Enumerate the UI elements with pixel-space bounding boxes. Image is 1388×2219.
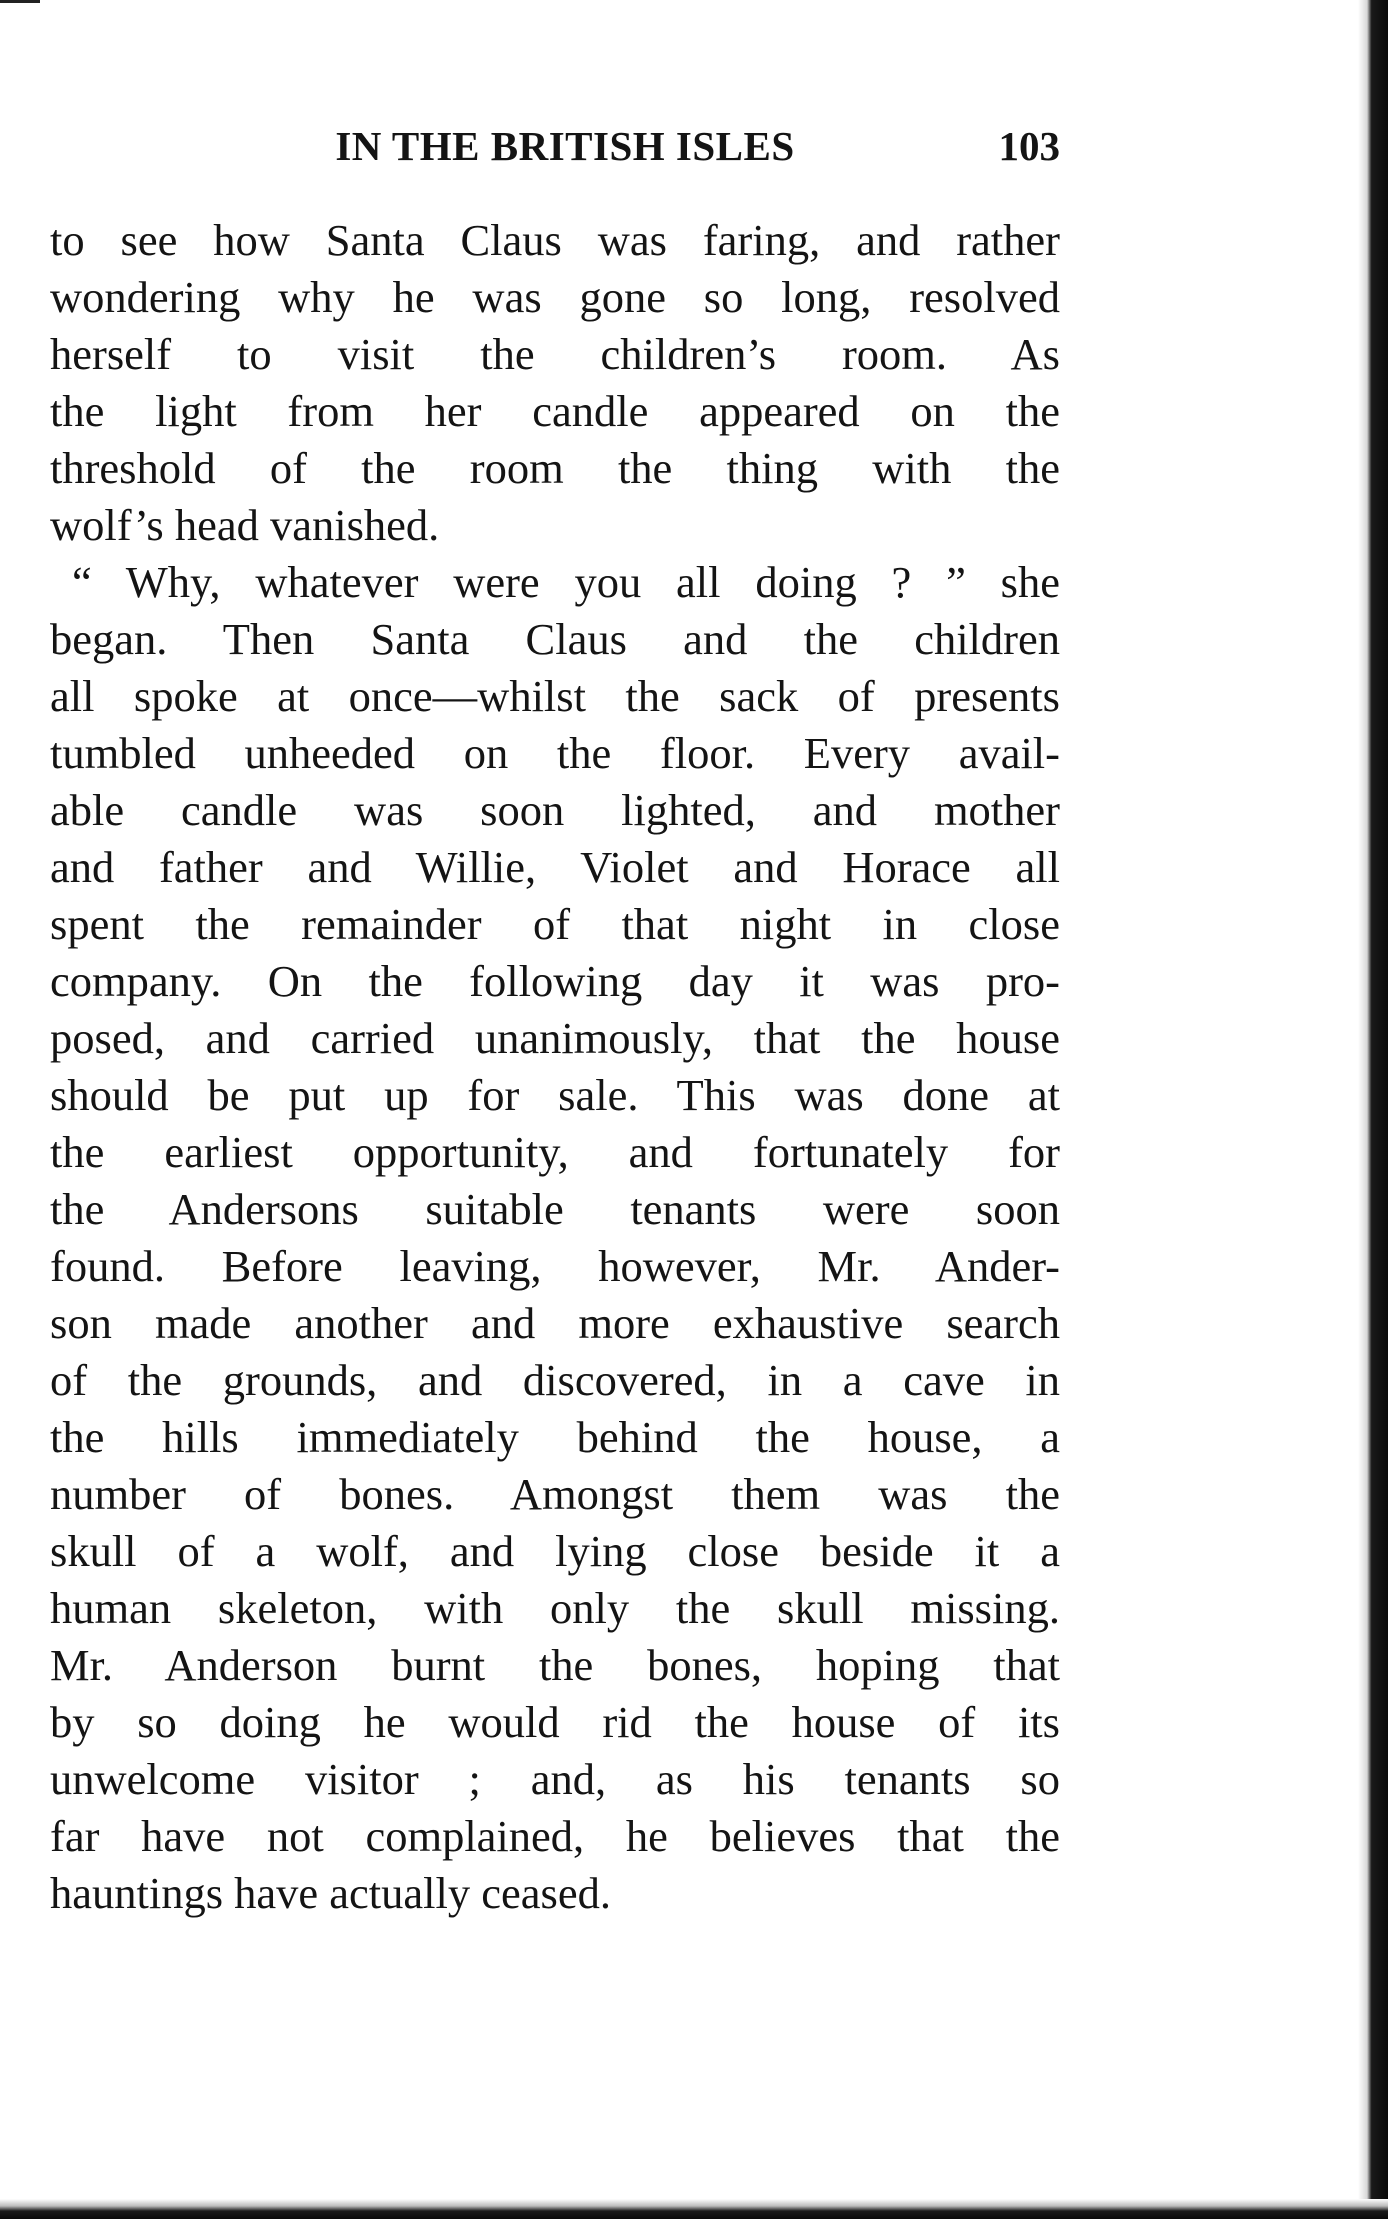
text-line: wondering why he was gone so long, resolved	[50, 272, 1060, 322]
text-line: the earliest opportunity, and fortunately for	[50, 1127, 1060, 1177]
page-edge-right	[1358, 0, 1388, 2219]
text-line: tumbled unheeded on the floor. Every avail-	[50, 728, 1060, 778]
paragraph	[50, 554, 1060, 1922]
text-line: wolf’s head vanished.	[50, 500, 440, 550]
text-line: of the grounds, and discovered, in a cave in	[50, 1355, 1060, 1405]
text-line: threshold of the room the thing with the	[50, 443, 1060, 493]
text-line: able candle was soon lighted, and mother	[50, 785, 1060, 835]
text-line: should be put up for sale. This was done at	[50, 1070, 1060, 1120]
text-line: to see how Santa Claus was faring, and rather	[50, 215, 1060, 265]
running-head	[50, 118, 1060, 174]
text-line: the hills immediately behind the house, a	[50, 1412, 1060, 1462]
page-number: 103	[998, 123, 1060, 169]
text-line: “ Why, whatever were you all doing ? ” she	[72, 557, 1060, 607]
body-text	[50, 212, 1060, 1922]
running-title: IN THE BRITISH ISLES	[335, 123, 795, 169]
text-line: and father and Willie, Violet and Horace all	[50, 842, 1060, 892]
text-line: posed, and carried unanimously, that the house	[50, 1013, 1060, 1063]
text-line: the light from her candle appeared on the	[50, 386, 1060, 436]
text-line: found. Before leaving, however, Mr. Ander-	[50, 1241, 1060, 1291]
text-line: son made another and more exhaustive search	[50, 1298, 1060, 1348]
text-line: human skeleton, with only the skull missing.	[50, 1583, 1060, 1633]
text-line: hauntings have actually ceased.	[50, 1868, 611, 1918]
text-line: all spoke at once—whilst the sack of presents	[50, 671, 1060, 721]
text-line: by so doing he would rid the house of its	[50, 1697, 1060, 1747]
text-line: Mr. Anderson burnt the bones, hoping that	[50, 1640, 1060, 1690]
paragraph	[50, 212, 1060, 554]
text-line: far have not complained, he believes that the	[50, 1811, 1060, 1861]
text-line: began. Then Santa Claus and the children	[50, 614, 1060, 664]
text-line: spent the remainder of that night in close	[50, 899, 1060, 949]
page-edge-bottom	[0, 2199, 1388, 2219]
text-line: the Andersons suitable tenants were soon	[50, 1184, 1060, 1234]
text-line: herself to visit the children’s room. As	[50, 329, 1060, 379]
page-corner-mark	[0, 0, 40, 3]
text-line: number of bones. Amongst them was the	[50, 1469, 1060, 1519]
text-line: unwelcome visitor ; and, as his tenants so	[50, 1754, 1060, 1804]
text-line: company. On the following day it was pro-	[50, 956, 1060, 1006]
text-line: skull of a wolf, and lying close beside it a	[50, 1526, 1060, 1576]
